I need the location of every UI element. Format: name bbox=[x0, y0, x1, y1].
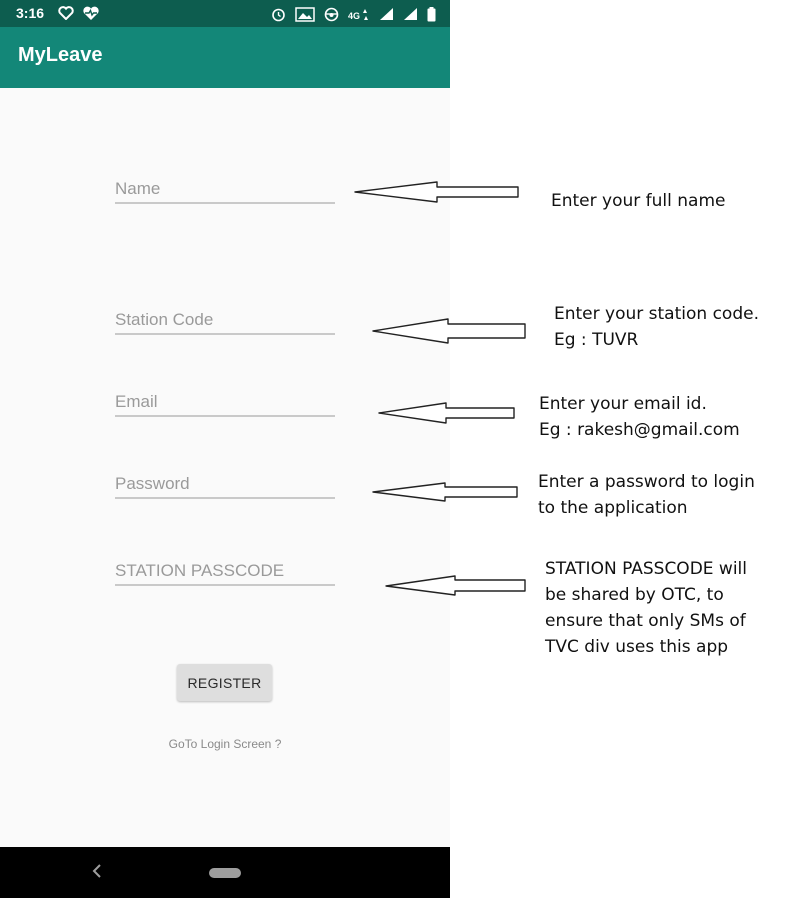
annotation-line: be shared by OTC, to bbox=[545, 585, 724, 605]
app-title: MyLeave bbox=[18, 44, 103, 66]
annotation-password bbox=[538, 469, 755, 521]
annotation-line: Enter your email id. bbox=[539, 394, 707, 414]
annotation-line: TVC div uses this app bbox=[545, 637, 729, 657]
annotation-line: Enter your station code. bbox=[554, 304, 759, 324]
status-time: 3:16 bbox=[16, 5, 45, 21]
register-button[interactable]: REGISTER bbox=[177, 664, 272, 701]
annotation-station-passcode bbox=[545, 556, 747, 660]
annotation-name bbox=[551, 188, 725, 214]
annotation-line: Enter a password to login bbox=[538, 472, 755, 492]
annotation-line: to the application bbox=[538, 498, 688, 518]
network-type: 4G bbox=[347, 10, 360, 21]
annotation-line: ensure that only SMs of bbox=[545, 611, 746, 631]
arrow-email bbox=[379, 403, 514, 423]
goto-login-link[interactable]: GoTo Login Screen ? bbox=[168, 737, 282, 751]
arrow-station-code bbox=[373, 319, 525, 343]
arrow-station-passcode bbox=[386, 576, 525, 595]
annotation-line: Enter your full name bbox=[551, 191, 726, 211]
annotation-station-code bbox=[554, 301, 759, 353]
annotation-line: STATION PASSCODE will bbox=[545, 559, 747, 579]
arrow-name bbox=[355, 182, 518, 202]
arrow-password bbox=[373, 483, 517, 501]
annotation-line: Eg : rakesh@gmail.com bbox=[539, 420, 740, 440]
annotation-email bbox=[539, 391, 740, 443]
annotation-line: Eg : TUVR bbox=[554, 330, 639, 350]
